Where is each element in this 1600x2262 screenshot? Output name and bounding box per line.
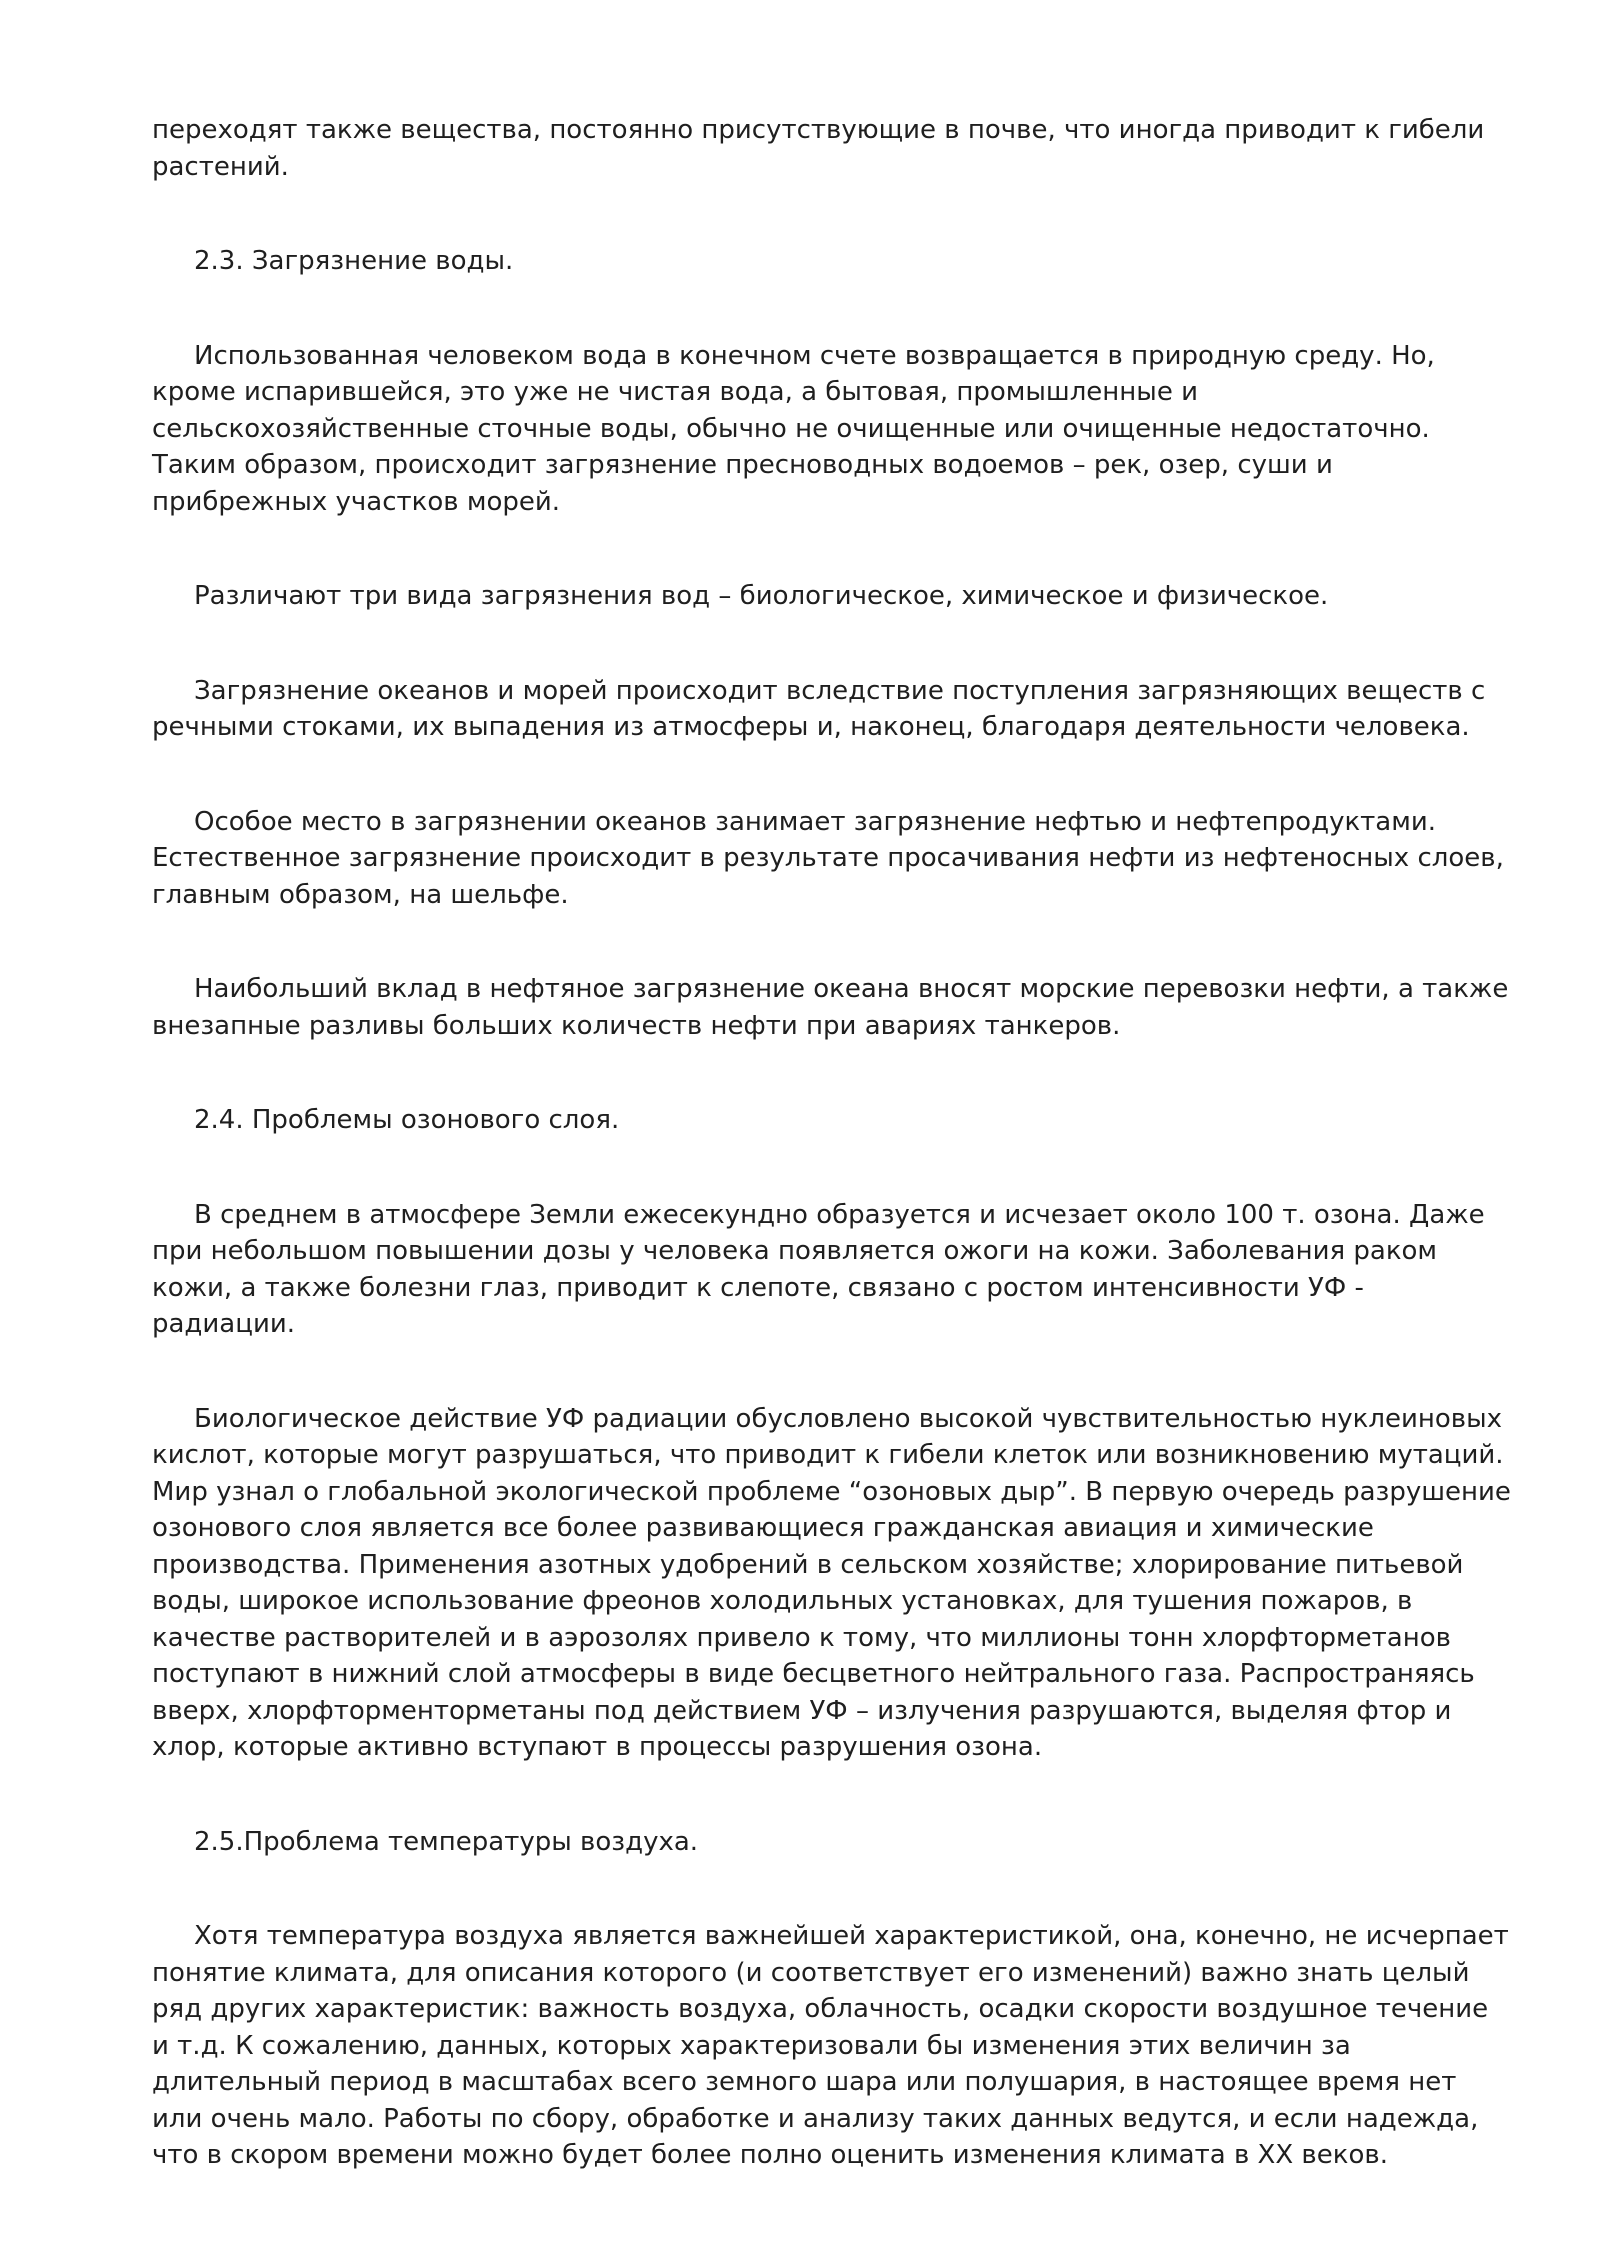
paragraph: Биологическое действие УФ радиации обусловлено высокой чувствительностью нуклеиновых кислот, которые могут разрушаться, что приводит к гибели клеток или возникновению мутаций. Мир узнал о глобальной экологической проблеме “озоновых дыр”. В первую очередь разрушение озонового слоя является все более развивающиеся гражданская авиация и химические производства. Применения азотных удобрений в сельском хозяйстве; хлорирование питьевой воды, широкое использование фреонов холодильных установках, для тушения пожаров, в качестве растворителей и в аэрозолях привело к тому, что миллионы тонн хлорфторметанов поступают в нижний слой атмосферы в виде бесцветного нейтрального газа. Распространяясь вверх, хлорфторменторметаны под действием УФ – излучения разрушаются, выделяя фтор и хлор, которые активно вступают в процессы разрушения озона. <box>152 1403 1511 1762</box>
paragraph-continuation: переходят также вещества, постоянно присутствующие в почве, что иногда приводит к гибели растений. <box>152 115 1485 182</box>
paragraph: В среднем в атмосфере Земли ежесекундно образуется и исчезает около 100 т. озона. Даже при небольшом повышении дозы у человека появляется ожоги на кожи. Заболевания раком кожи, а также болезни глаз, приводит к слепоте, связано с ростом интенсивности УФ - радиации. <box>152 1199 1485 1339</box>
section-heading-air-temperature: 2.5.Проблема температуры воздуха. <box>194 1826 699 1857</box>
paragraph: Загрязнение океанов и морей происходит вследствие поступления загрязняющих веществ с речными стоками, их выпадения из атмосферы и, наконец, благодаря деятельности человека. <box>152 675 1486 742</box>
paragraph: Использованная человеком вода в конечном счете возвращается в природную среду. Но, кроме испарившейся, это уже не чистая вода, а бытовая, промышленные и сельскохозяйственные сточные воды, обычно не очищенные или очищенные недостаточно. Таким образом, происходит загрязнение пресноводных водоемов – рек, озер, суши и прибрежных участков морей. <box>152 340 1435 517</box>
paragraph: Различают три вида загрязнения вод – биологическое, химическое и физическое. <box>194 581 1329 611</box>
paragraph: Особое место в загрязнении океанов занимает загрязнение нефтью и нефтепродуктами. Естественное загрязнение происходит в результате просачивания нефти из нефтеносных слоев, главным образом, на шельфе. <box>152 806 1504 910</box>
document-page <box>152 112 1512 2232</box>
paragraph: Хотя температура воздуха является важнейшей характеристикой, она, конечно, не исчерпает понятие климата, для описания которого (и соответствует его изменений) важно знать целый ряд других характеристик: важность воздуха, облачность, осадки скорости воздушное течение и т.д. К сожалению, данных, которых характеризовали бы изменения этих величин за длительный период в масштабах всего земного шара или полушария, в настоящее время нет или очень мало. Работы по сбору, обработке и анализу таких данных ведутся, и если надежда, что в скором времени можно будет более полно оценить изменения климата в XX веков. <box>152 1921 1509 2170</box>
paragraph: Наибольший вклад в нефтяное загрязнение океана вносят морские перевозки нефти, а также внезапные разливы больших количеств нефти при авариях танкеров. <box>152 974 1509 1041</box>
section-heading-water-pollution: 2.3. Загрязнение воды. <box>194 246 514 276</box>
section-heading-ozone-layer: 2.4. Проблемы озонового слоя. <box>194 1105 620 1135</box>
